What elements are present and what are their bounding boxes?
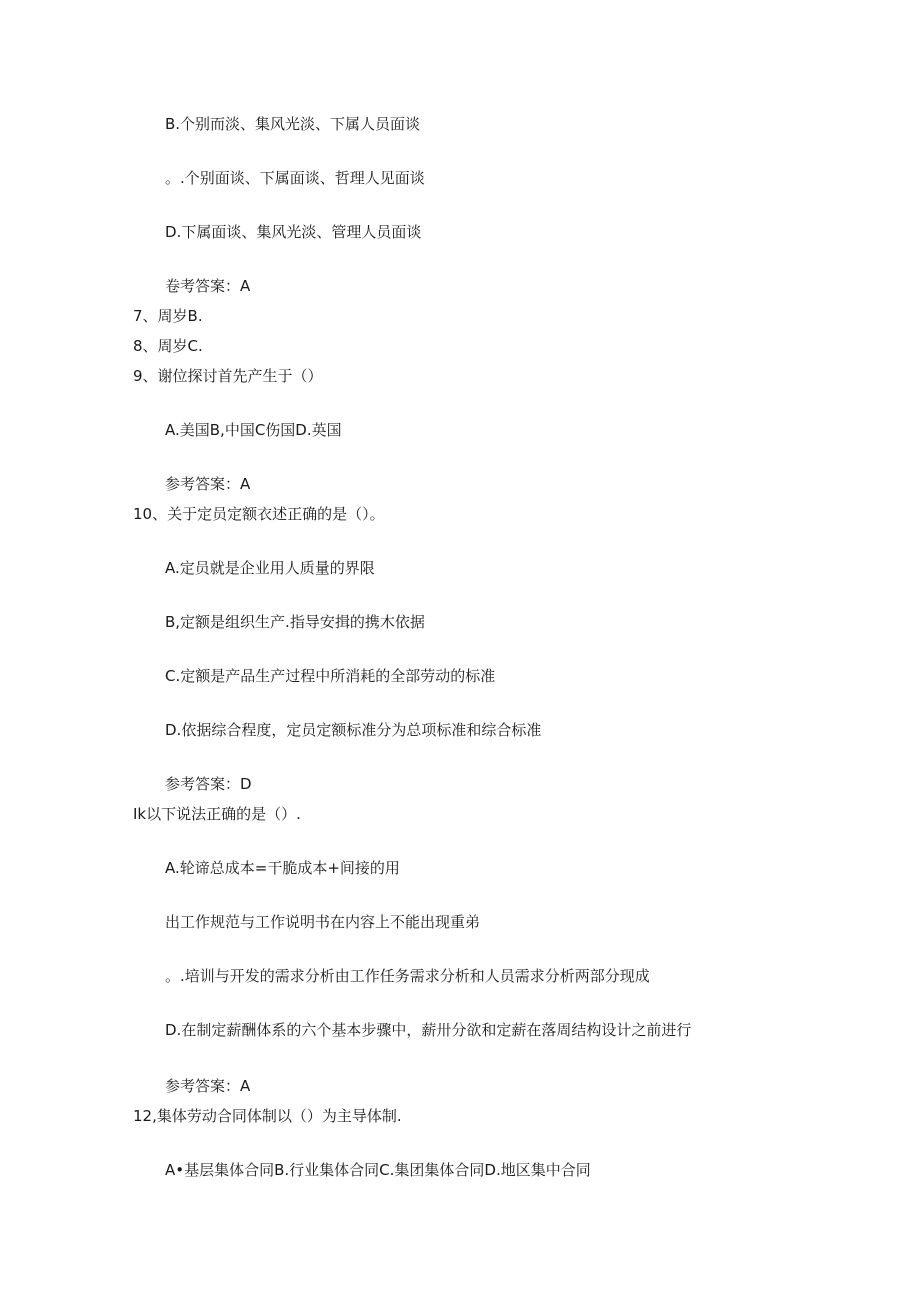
answer-line: 卷考答案：A (165, 277, 251, 295)
option-line: 。.培训与开发的需求分析由工作任务需求分析和人员需求分析两部分现成 (165, 967, 650, 985)
answer-line: 参考答案：D (165, 775, 252, 793)
option-line: D.下属面谈、集风光淡、管理人员面谈 (165, 223, 422, 241)
option-line: D.在制定薪酬体系的六个基本步骤中，薪卅分欲和定薪在落周结构设计之前进行 (165, 1021, 692, 1039)
question-line: Ik以下说法正确的是（）. (133, 805, 301, 823)
option-line: D.依据综合程度，定员定额标准分为总项标准和综合标准 (165, 721, 542, 739)
option-line: A.轮谛总成本=干脆成本+间接的用 (165, 859, 400, 877)
answer-line: 参考答案：A (165, 1077, 251, 1095)
option-line: B.个别而淡、集风光淡、下属人员面谈 (165, 115, 421, 133)
option-line: A.美国B,中国C伤国D.英国 (165, 421, 342, 439)
answer-line: 参考答案：A (165, 475, 251, 493)
question-line: 8、周岁C. (133, 337, 203, 355)
option-line: C.定额是产品生产过程中所消耗的全部劳动的标准 (165, 667, 496, 685)
option-line: 。.个别面谈、下属面谈、哲理人见面谈 (165, 169, 425, 187)
option-line: A.定员就是企业用人质量的界限 (165, 559, 375, 577)
question-line: 7、周岁B. (133, 307, 203, 325)
option-line: B,定额是组织生产.指导安揖的携木依据 (165, 613, 425, 631)
option-line: 出工作规范与工作说明书在内容上不能出现重弟 (165, 913, 481, 931)
question-line: 12,集体劳动合同体制以（）为主导体制. (133, 1107, 402, 1125)
option-line: A•基层集体合同B.行业集体合同C.集团集体合同D.地区集中合同 (165, 1161, 591, 1179)
question-line: 9、谢位探讨首先产生于（） (133, 367, 323, 385)
question-line: 10、关于定员定额衣述正确的是（）。 (133, 505, 385, 523)
